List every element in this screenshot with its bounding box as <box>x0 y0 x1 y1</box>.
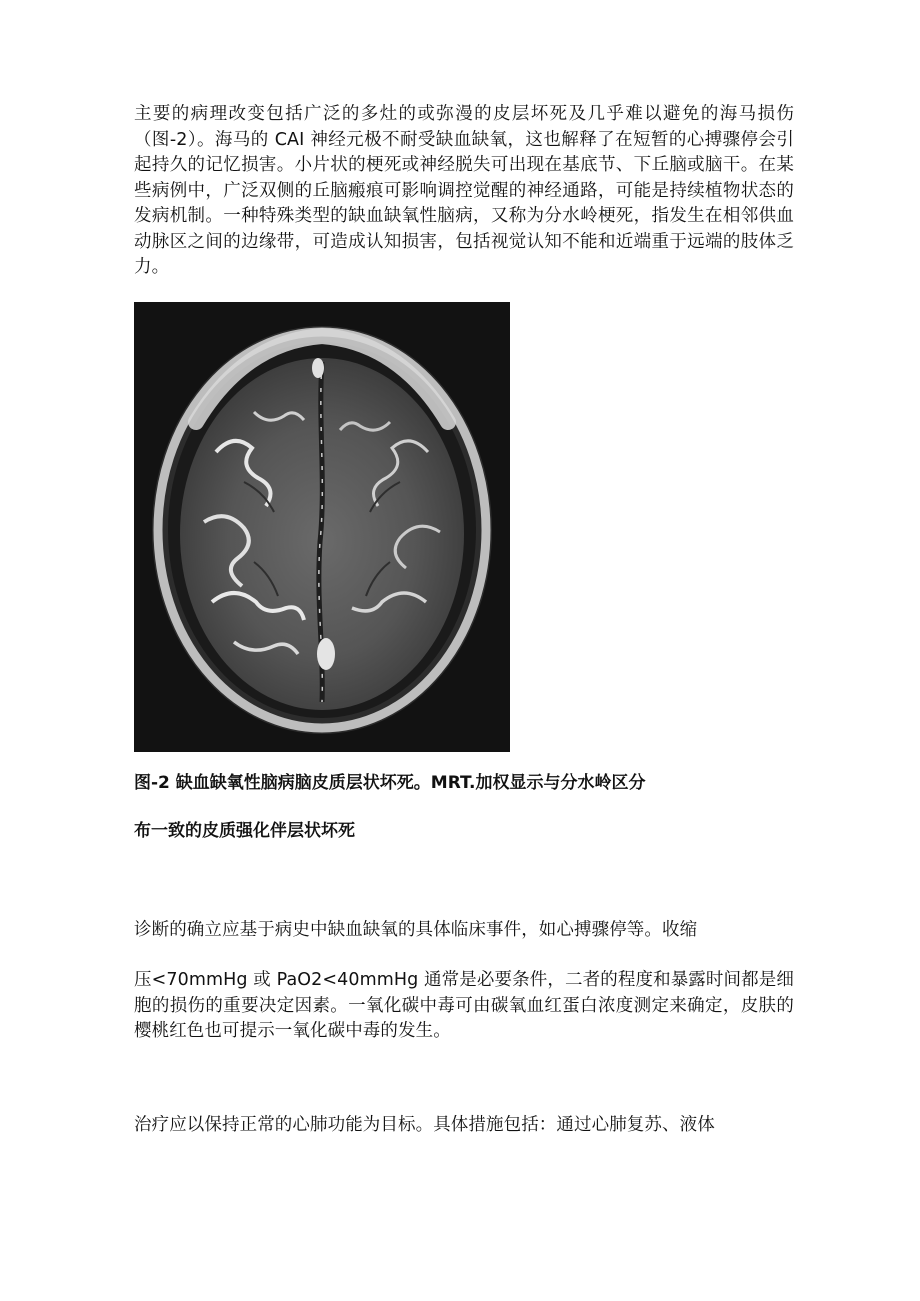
figure-caption-line-2: 布一致的皮质强化伴层状坏死 <box>134 821 355 841</box>
paragraph-diagnosis-line-1: 诊断的确立应基于病史中缺血缺氧的具体临床事件，如心搏骤停等。收缩 <box>134 920 698 940</box>
figure-caption-line-1: 图-2 缺血缺氧性脑病脑皮质层状坏死。MRT.加权显示与分水岭区分 <box>134 773 646 793</box>
paragraph-diagnosis-rest: 压<70mmHg 或 PaO2<40mmHg 通常是必要条件，二者的程度和暴露时间都是细胞的损伤的重要决定因素。一氧化碳中毒可由碳氧血红蛋白浓度测定来确定，皮肤的樱桃红色也可提示一氧化碳中毒的发生。 <box>134 970 794 1041</box>
mri-brain-svg <box>134 302 510 752</box>
paragraph-treatment: 治疗应以保持正常的心肺功能为目标。具体措施包括：通过心肺复苏、液体 <box>134 1115 715 1135</box>
mri-brain-image <box>134 302 510 752</box>
paragraph-pathology: 主要的病理改变包括广泛的多灶的或弥漫的皮层坏死及几乎难以避免的海马损伤（图-2）。海马的 CAI 神经元极不耐受缺血缺氧，这也解释了在短暂的心搏骤停会引起持久的记忆损害。小片状的梗死或神经脱失可出现在基底节、下丘脑或脑干。在某些病例中，广泛双侧的丘脑瘢痕可影响调控觉醒的神经通路，可能是持续植物状态的发病机制。一种特殊类型的缺血缺氧性脑病，又称为分水岭梗死，指发生在相邻供血动脉区之间的边缘带，可造成认知损害，包括视觉认知不能和近端重于远端的肢体乏力。 <box>134 104 794 277</box>
